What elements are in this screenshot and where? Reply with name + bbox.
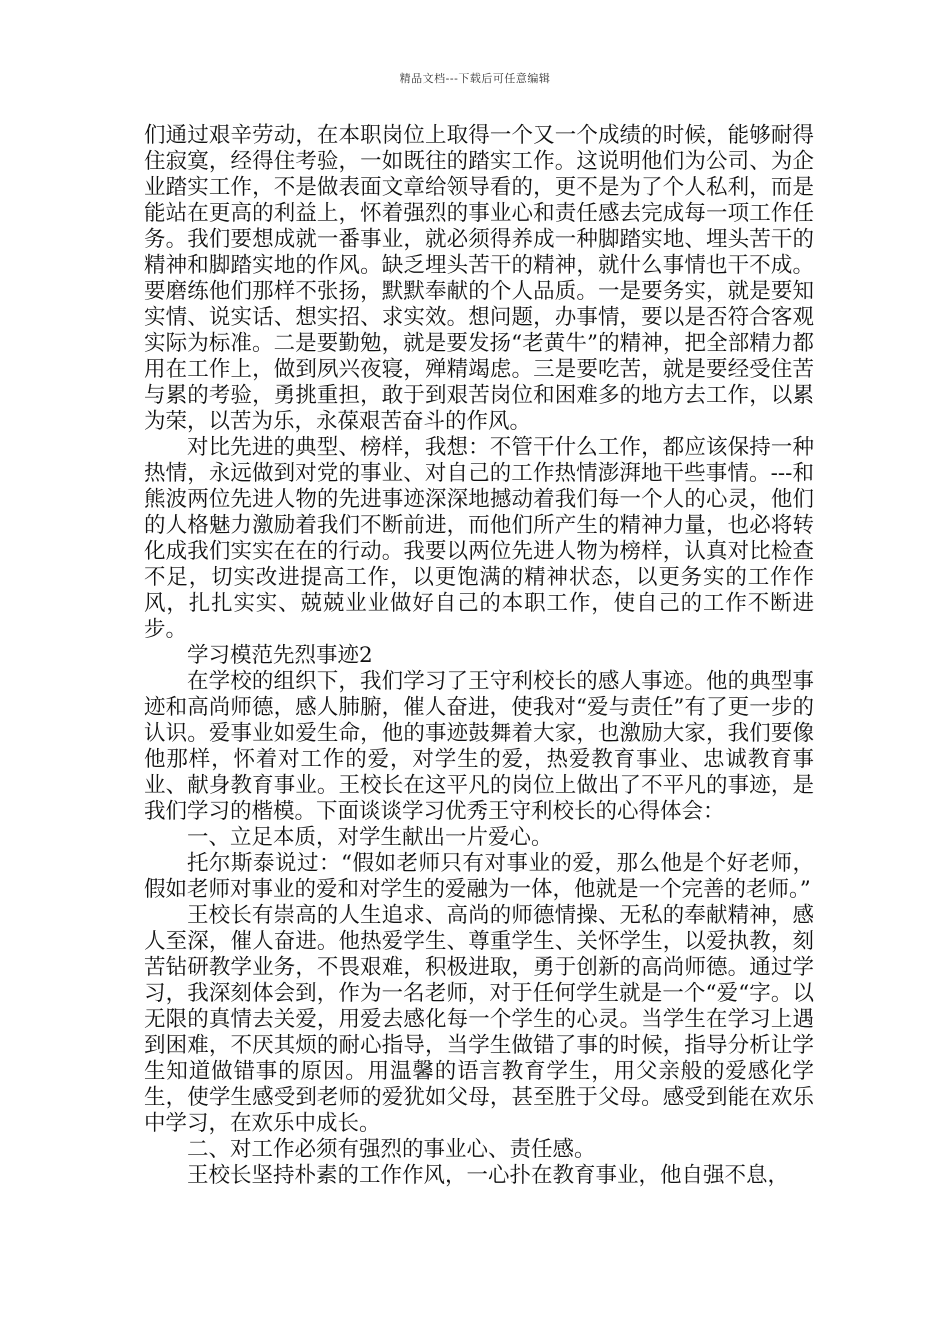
paragraph-intro: 在学校的组织下，我们学习了王守利校长的感人事迹。他的典型事迹和高尚师德，感人肺腑，催人奋进，使我对“爱与责任”有了更一步的认识。爱事业如爱生命，他的事迹鼓舞着大家，也激励大家，我们要像他那样，怀着对工作的爱，对学生的爱，热爱教育事业、忠诚教育事业、献身教育事业。王校长在这平凡的岗位上做出了不平凡的事迹，是我们学习的楷模。下面谈谈学习优秀王守利校长的心得体会： xyxy=(144,669,814,824)
paragraph-continuation: 们通过艰辛劳动，在本职岗位上取得一个又一个成绩的时候，能够耐得住寂寞，经得住考验，一如既往的踏实工作。这说明他们为公司、为企业踏实工作，不是做表面文章给领导看的，更不是为了个人私利，而是能站在更高的利益上，怀着强烈的事业心和责任感去完成每一项工作任务。我们要想成就一番事业，就必须得养成一种脚踏实地、埋头苦干的精神和脚踏实地的作风。缺乏埋头苦干的精神，就什么事情也干不成。要磨练他们那样不张扬，默默奉献的个人品质。一是要务实，就是要知实情、说实话、想实招、求实效。想问题，办事情，要以是否符合客观实际为标准。二是要勤勉，就是要发扬“老黄牛”的精神，把全部精力都用在工作上，做到夙兴夜寝，殚精竭虑。三是要吃苦，就是要经受住苦与累的考验，勇挑重担，敢于到艰苦岗位和困难多的地方去工作，以累为荣，以苦为乐，永葆艰苦奋斗的作风。 xyxy=(144,123,814,434)
paragraph-comparison: 对比先进的典型、榜样，我想：不管干什么工作，都应该保持一种热情，永远做到对党的事业、对自己的工作热情澎湃地干些事情。---和熊波两位先进人物的先进事迹深深地撼动着我们每一个人的心灵，他们的人格魅力激励着我们不断前进，而他们所产生的精神力量，也必将转化成我们实实在在的行动。我要以两位先进人物为榜样，认真对比检查不足，切实改进提高工作，以更饱满的精神状态，以更务实的工作作风，扎扎实实、兢兢业业做好自己的本职工作，使自己的工作不断进步。 xyxy=(144,435,814,642)
paragraph-final: 王校长坚持朴素的工作作风，一心扑在教育事业，他自强不息， xyxy=(187,1163,790,1188)
page-header: 精品文档---下载后可任意编辑 xyxy=(399,72,551,85)
paragraph-principal: 王校长有崇高的人生追求、高尚的师德情操、无私的奉献精神，感人至深，催人奋进。他热爱学生、尊重学生、关怀学生，以爱执教，刻苦钻研教学业务，不畏艰难，积极进取，勇于创新的高尚师德。通过学习，我深刻体会到，作为一名老师，对于任何学生就是一个“爱“字。以无限的真情去关爱，用爱去感化每一个学生的心灵。当学生在学习上遇到困难，不厌其烦的耐心指导，当学生做错了事的时候，指导分析让学生知道做错事的原因。用温馨的语言教育学生，用父亲般的爱感化学生，使学生感受到老师的爱犹如父母，甚至胜于父母。感受到能在欢乐中学习，在欢乐中成长。 xyxy=(144,903,814,1136)
document-body xyxy=(144,123,814,1189)
section-heading-two: 二、对工作必须有强烈的事业心、责任感。 xyxy=(187,1137,596,1162)
paragraph-quote: 托尔斯泰说过：“假如老师只有对事业的爱，那么他是个好老师，假如老师对事业的爱和对学生的爱融为一体，他就是一个完善的老师。” xyxy=(144,851,814,902)
section-heading-one: 一、立足本质，对学生献出一片爱心。 xyxy=(187,825,553,850)
section-title: 学习模范先烈事迹2 xyxy=(187,643,373,668)
